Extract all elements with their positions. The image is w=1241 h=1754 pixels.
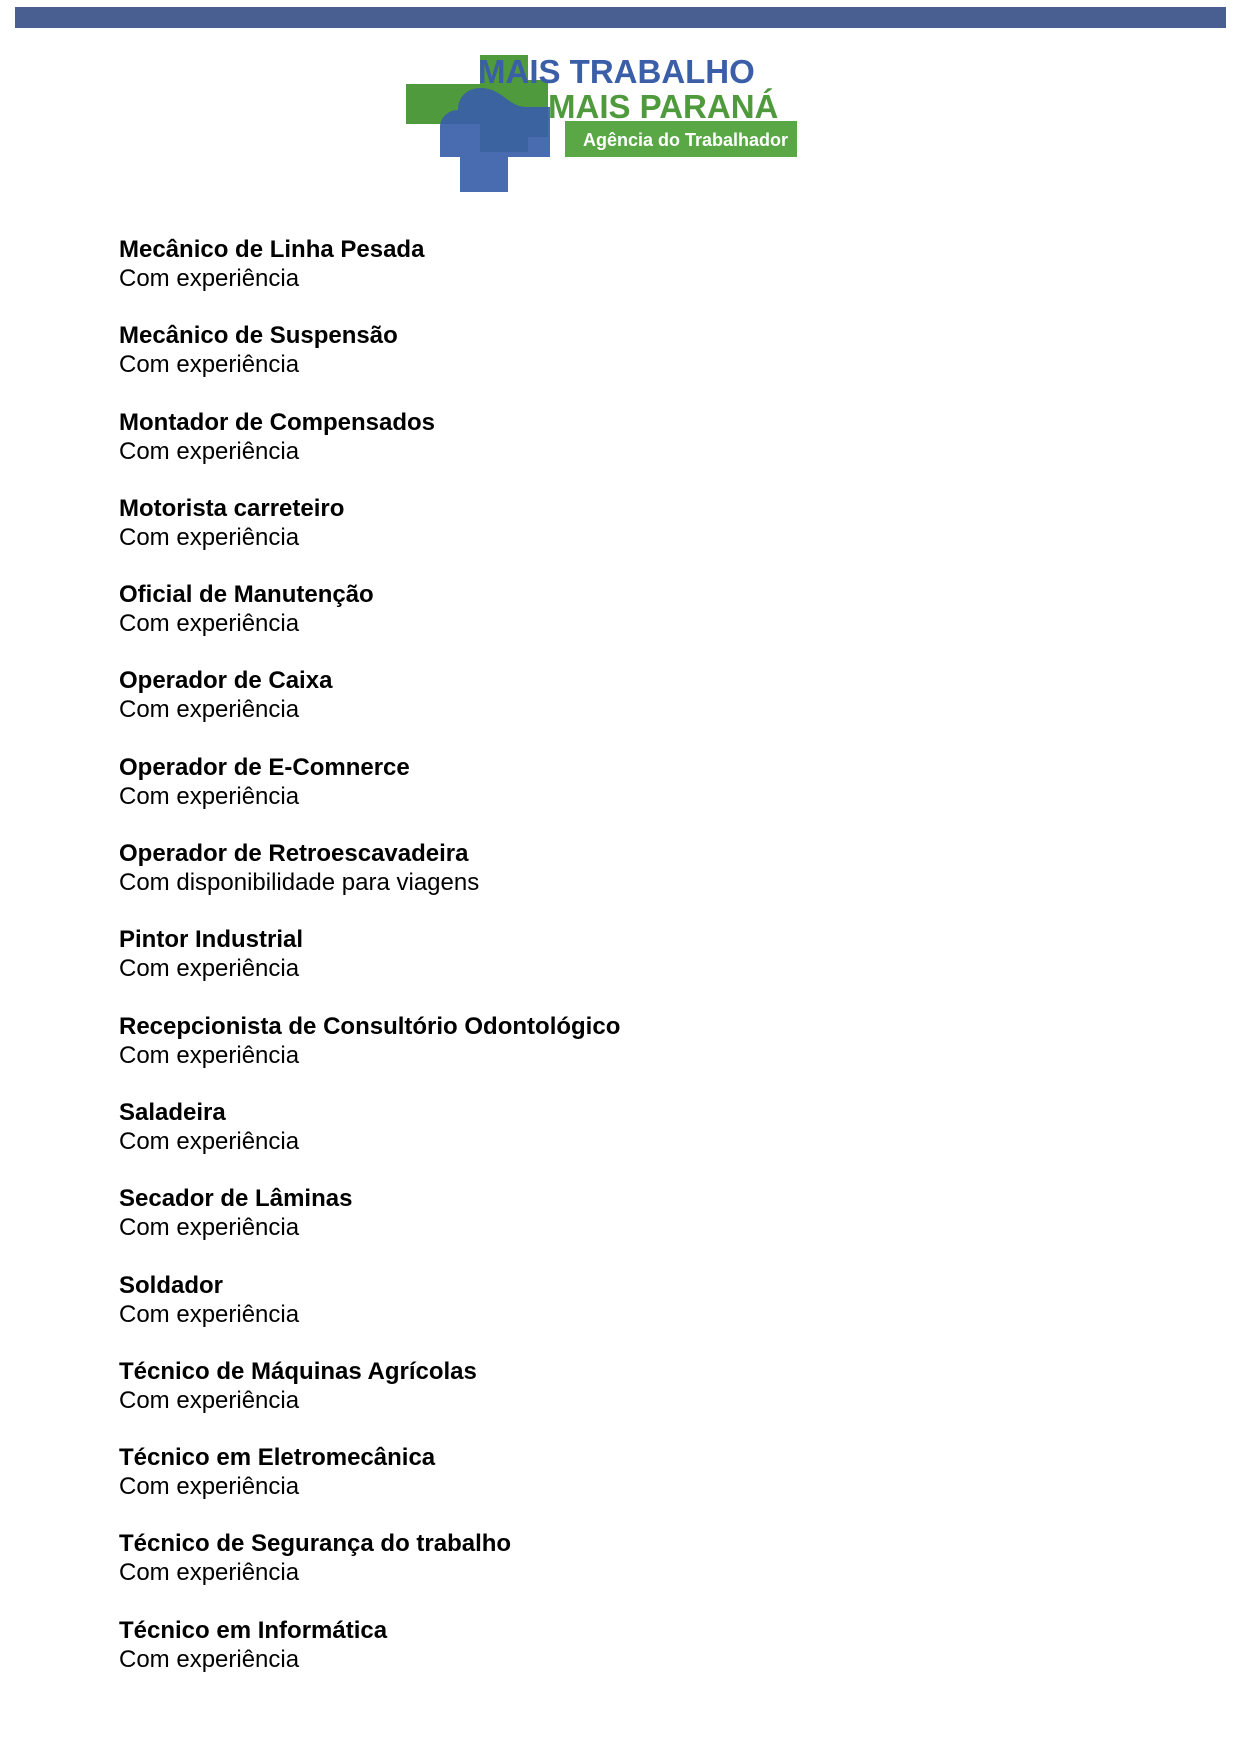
job-title: Operador de E-Comnerce bbox=[119, 753, 410, 781]
job-title: Montador de Compensados bbox=[119, 408, 436, 436]
job-item bbox=[119, 1357, 1119, 1443]
job-requirement: Com experiência bbox=[119, 351, 300, 379]
job-title: Técnico de Segurança do trabalho bbox=[119, 1530, 512, 1558]
job-title: Operador de Caixa bbox=[119, 667, 333, 695]
logo-tagline: Agência do Trabalhador bbox=[583, 130, 789, 150]
mais-trabalho-logo bbox=[400, 52, 805, 197]
job-item bbox=[119, 580, 1119, 666]
job-title: Técnico em Eletromecânica bbox=[119, 1444, 436, 1472]
job-item bbox=[119, 321, 1119, 407]
job-title: Recepcionista de Consultório Odontológico bbox=[119, 1012, 621, 1040]
job-title: Saladeira bbox=[119, 1098, 226, 1126]
job-item bbox=[119, 666, 1119, 752]
job-requirement: Com experiência bbox=[119, 523, 300, 551]
job-requirement: Com experiência bbox=[119, 1386, 300, 1414]
job-requirement: Com experiência bbox=[119, 265, 300, 292]
job-title: Mecânico de Linha Pesada bbox=[119, 236, 425, 263]
job-requirement: Com experiência bbox=[119, 1645, 300, 1673]
job-title: Técnico de Máquinas Agrícolas bbox=[119, 1357, 477, 1385]
job-requirement: Com experiência bbox=[119, 1559, 300, 1587]
job-requirement: Com experiência bbox=[119, 782, 300, 810]
logo-line1: MAIS TRABALHO bbox=[478, 53, 755, 90]
job-item bbox=[119, 494, 1119, 580]
job-requirement: Com experiência bbox=[119, 696, 300, 724]
job-requirement: Com experiência bbox=[119, 610, 300, 638]
job-item bbox=[119, 1271, 1119, 1357]
job-title: Soldador bbox=[119, 1271, 224, 1299]
job-title: Oficial de Manutenção bbox=[119, 581, 374, 609]
job-requirement: Com experiência bbox=[119, 1473, 300, 1501]
job-item bbox=[119, 1529, 1119, 1615]
logo-line2: MAIS PARANÁ bbox=[548, 88, 779, 125]
job-list bbox=[119, 235, 1119, 1702]
job-item bbox=[119, 408, 1119, 494]
header-bar bbox=[15, 7, 1226, 28]
job-item bbox=[119, 1184, 1119, 1270]
job-item bbox=[119, 1443, 1119, 1529]
job-item bbox=[119, 753, 1119, 839]
job-title: Operador de Retroescavadeira bbox=[119, 840, 469, 868]
job-item bbox=[119, 235, 1119, 321]
job-title: Mecânico de Suspensão bbox=[119, 322, 398, 350]
job-item bbox=[119, 1012, 1119, 1098]
job-item bbox=[119, 839, 1119, 925]
job-title: Técnico em Informática bbox=[119, 1616, 388, 1644]
job-requirement: Com experiência bbox=[119, 1300, 300, 1328]
job-item bbox=[119, 1098, 1119, 1184]
job-requirement: Com experiência bbox=[119, 437, 300, 465]
logo-graphic bbox=[400, 52, 805, 197]
job-requirement: Com disponibilidade para viagens bbox=[119, 869, 480, 897]
job-title: Pintor Industrial bbox=[119, 926, 304, 954]
job-requirement: Com experiência bbox=[119, 1041, 300, 1069]
job-requirement: Com experiência bbox=[119, 1214, 300, 1242]
job-requirement: Com experiência bbox=[119, 1127, 300, 1155]
job-title: Secador de Lâminas bbox=[119, 1185, 353, 1213]
job-requirement: Com experiência bbox=[119, 955, 300, 983]
job-item bbox=[119, 925, 1119, 1011]
job-item bbox=[119, 1616, 1119, 1702]
job-title: Motorista carreteiro bbox=[119, 494, 345, 522]
